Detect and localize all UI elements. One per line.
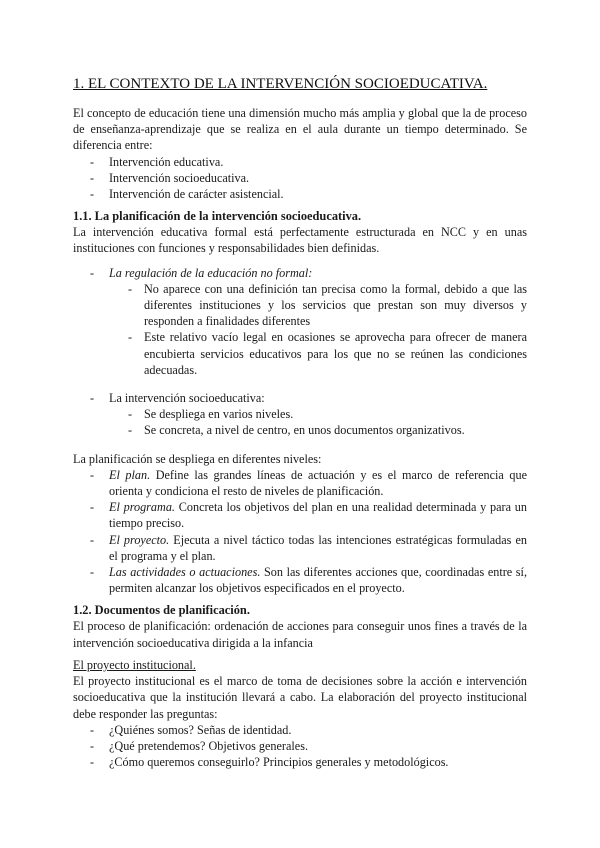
intro-list: [73, 154, 527, 203]
level-term: El plan.: [109, 467, 151, 482]
regulation-label: La regulación de la educación no formal:: [109, 265, 313, 280]
levels-intro: La planificación se despliega en diferentes niveles:: [73, 451, 322, 466]
level-term: Las actividades o actuaciones.: [109, 565, 261, 580]
list-item: - Intervención educativa.: [73, 154, 527, 170]
list-item: - No aparece con una definición tan precisa como la formal, debido a que las diferentes instituciones y los servicios que prestan son muy diversos y responden a finalidades diferentes: [73, 281, 527, 330]
regulation-sublist: [73, 281, 527, 378]
list-item: [73, 532, 527, 564]
list-item: - ¿Cómo queremos conseguirlo? Principios generales y metodológicos.: [73, 754, 527, 770]
questions-list: [73, 722, 527, 771]
section-heading-1-2: 1.2. Documentos de planificación.: [73, 603, 250, 618]
page-title: 1. EL CONTEXTO DE LA INTERVENCIÓN SOCIOEDUCATIVA.: [73, 76, 488, 92]
intervention-list: [73, 390, 527, 406]
section-heading-1-1: 1.1. La planificación de la intervención socioeducativa.: [73, 209, 362, 224]
levels-list: [73, 467, 527, 597]
list-item: - Intervención de carácter asistencial.: [73, 186, 527, 202]
level-description: Son las diferentes acciones que, coordinadas entre sí, permiten alcanzar los objetivos especificados en el proyecto.: [109, 565, 527, 596]
document-content: [73, 74, 527, 770]
regulation-list: [73, 265, 527, 281]
list-item: - ¿Qué pretendemos? Objetivos generales.: [73, 738, 527, 754]
section-1-1-paragraph: La intervención educativa formal está perfectamente estructurada en NCC y en unas instituciones con funciones y responsabilidades bien definidas.: [73, 225, 527, 256]
list-item: - La intervención socioeducativa:: [73, 390, 527, 406]
list-item: - Intervención socioeducativa.: [73, 170, 527, 186]
section-1-2-paragraph: El proceso de planificación: ordenación de acciones para conseguir unos fines a través de la intervención socioeducativa dirigida a la infancia: [73, 619, 527, 650]
list-item: [73, 265, 527, 281]
list-item: [73, 499, 527, 531]
list-item: - Se despliega en varios niveles.: [73, 406, 527, 422]
list-item: [73, 564, 527, 596]
project-paragraph: El proyecto institucional es el marco de toma de decisiones sobre la acción e intervención socioeducativa que la institución llevará a cabo. La elaboración del proyecto institucional debe responder las preguntas:: [73, 674, 527, 721]
intro-paragraph: El concepto de educación tiene una dimensión mucho más amplia y global que la de proceso de enseñanza-aprendizaje que se realiza en el aula durante un tiempo determinado. Se diferencia entre:: [73, 106, 527, 153]
level-description: Ejecuta a nivel táctico todas las intenciones estratégicas formuladas en el programa y el plan.: [109, 532, 527, 563]
list-item: [73, 467, 527, 499]
level-term: El proyecto.: [109, 532, 170, 547]
level-description: Concreta los objetivos del plan en una realidad determinada y para un tiempo preciso.: [109, 500, 527, 531]
subsection-heading: El proyecto institucional.: [73, 657, 196, 672]
list-item: - Se concreta, a nivel de centro, en unos documentos organizativos.: [73, 422, 527, 438]
list-item: - Este relativo vacío legal en ocasiones se aprovecha para ofrecer de manera encubierta servicios educativos para los que no se reúnen las condiciones adecuadas.: [73, 329, 527, 378]
intervention-sublist: [73, 406, 527, 438]
level-description: Define las grandes líneas de actuación y es el marco de referencia que orienta y condiciona el resto de niveles de planificación.: [109, 467, 528, 499]
level-term: El programa.: [109, 500, 175, 515]
list-item: - ¿Quiénes somos? Señas de identidad.: [73, 722, 527, 738]
